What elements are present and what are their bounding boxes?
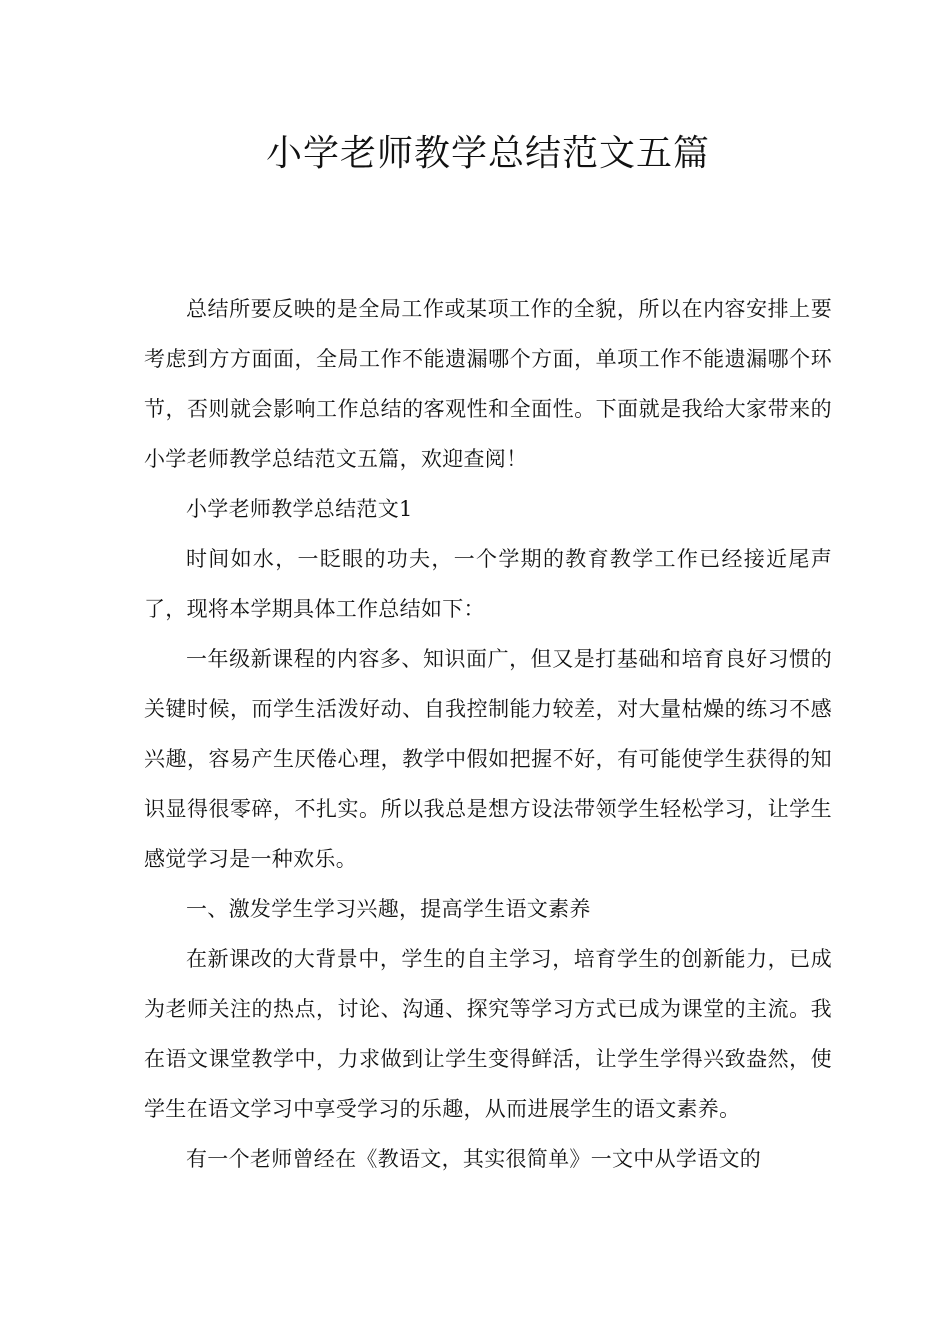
subheading-interest: 一、激发学生学习兴趣，提高学生语文素养 xyxy=(186,897,591,921)
document-body xyxy=(144,284,832,1184)
paragraph-opening: 时间如水，一眨眼的功夫，一个学期的教育教学工作已经接近尾声了，现将本学期具体工作总结如下： xyxy=(144,547,832,621)
document-title: 小学老师教学总结范文五篇 xyxy=(265,133,710,174)
section-heading-sample-1: 小学老师教学总结范文1 xyxy=(186,497,413,521)
paragraph-grade-one: 一年级新课程的内容多、知识面广，但又是打基础和培育良好习惯的关键时候，而学生活泼好动、自我控制能力较差，对大量枯燥的练习不感兴趣，容易产生厌倦心理，教学中假如把握不好，有可能使学生获得的知识显得很零碎，不扎实。所以我总是想方设法带领学生轻松学习，让学生感觉学习是一种欢乐。 xyxy=(144,647,832,871)
paragraph-new-curriculum: 在新课改的大背景中，学生的自主学习，培育学生的创新能力，已成为老师关注的热点，讨论、沟通、探究等学习方式已成为课堂的主流。我在语文课堂教学中，力求做到让学生变得鲜活，让学生学得兴致盎然，使学生在语文学习中享受学习的乐趣，从而进展学生的语文素养。 xyxy=(144,947,832,1121)
paragraph-teacher-quote: 有一个老师曾经在《教语文，其实很简单》一文中从学语文的 xyxy=(186,1147,762,1171)
paragraph-intro: 总结所要反映的是全局工作或某项工作的全貌，所以在内容安排上要考虑到方方面面，全局工作不能遗漏哪个方面，单项工作不能遗漏哪个环节，否则就会影响工作总结的客观性和全面性。下面就是我给大家带来的小学老师教学总结范文五篇，欢迎查阅！ xyxy=(144,297,832,471)
